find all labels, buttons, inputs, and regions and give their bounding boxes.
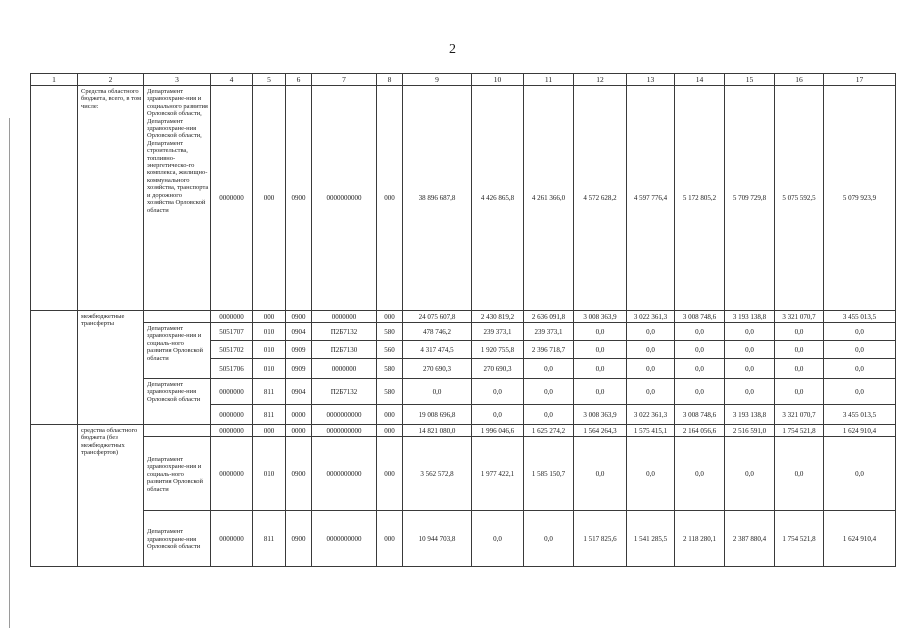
amount-cell: 0,0	[824, 341, 896, 359]
code-cell: 0900	[286, 511, 312, 567]
code-cell: 0000000	[312, 359, 377, 379]
amount-cell: 0,0	[627, 323, 675, 341]
code-cell: 000	[377, 311, 403, 323]
department-cell	[144, 311, 211, 323]
amount-cell: 0,0	[627, 359, 675, 379]
department-cell: Департамент здравоохране-ния Орловской области	[144, 511, 211, 567]
code-cell: 811	[253, 405, 286, 425]
amount-cell: 1 754 521,8	[775, 425, 824, 437]
code-cell: 0000000	[211, 425, 253, 437]
amount-cell: 1 541 285,5	[627, 511, 675, 567]
amount-cell: 0,0	[627, 437, 675, 511]
amount-cell: 2 396 718,7	[524, 341, 574, 359]
row-number-cell	[31, 311, 78, 425]
code-cell: 0000000	[312, 311, 377, 323]
amount-cell: 2 516 591,0	[725, 425, 775, 437]
code-cell: 0000000000	[312, 405, 377, 425]
amount-cell: 1 996 046,6	[472, 425, 524, 437]
amount-cell: 2 387 880,4	[725, 511, 775, 567]
amount-cell: 3 562 572,8	[403, 437, 472, 511]
code-cell: 000	[377, 511, 403, 567]
amount-cell: 5 075 592,5	[775, 86, 824, 311]
table-row	[31, 379, 896, 405]
row-number-cell	[31, 86, 78, 311]
amount-cell: 14 821 080,0	[403, 425, 472, 437]
amount-cell: 0,0	[472, 405, 524, 425]
amount-cell: 0,0	[775, 341, 824, 359]
code-cell: 000	[377, 425, 403, 437]
amount-cell: 4 261 366,0	[524, 86, 574, 311]
header-cell: 13	[627, 74, 675, 86]
amount-cell: 270 690,3	[472, 359, 524, 379]
amount-cell: 0,0	[675, 341, 725, 359]
header-cell: 9	[403, 74, 472, 86]
amount-cell: 239 373,1	[524, 323, 574, 341]
amount-cell: 1 517 825,6	[574, 511, 627, 567]
amount-cell: 5 709 729,8	[725, 86, 775, 311]
amount-cell: 0,0	[725, 379, 775, 405]
code-cell: 0000000000	[312, 86, 377, 311]
code-cell: 580	[377, 379, 403, 405]
source-label: Средства областного бюджета, всего, в том числе:	[78, 86, 144, 311]
source-label: средства областного бюджета (без межбюджетных трансфертов)	[78, 425, 144, 567]
amount-cell: 4 572 628,2	[574, 86, 627, 311]
header-cell: 16	[775, 74, 824, 86]
code-cell: 000	[253, 86, 286, 311]
code-cell: 000	[377, 86, 403, 311]
amount-cell: 2 636 091,8	[524, 311, 574, 323]
amount-cell: 0,0	[675, 323, 725, 341]
code-cell: 0000000000	[312, 425, 377, 437]
header-cell: 6	[286, 74, 312, 86]
table-row	[31, 311, 896, 323]
header-cell: 17	[824, 74, 896, 86]
amount-cell: 0,0	[675, 379, 725, 405]
table-row	[31, 323, 896, 341]
table-row	[31, 437, 896, 511]
code-cell: 0000000	[211, 86, 253, 311]
amount-cell: 4 426 865,8	[472, 86, 524, 311]
header-cell: 14	[675, 74, 725, 86]
header-cell: 2	[78, 74, 144, 86]
code-cell: 5051706	[211, 359, 253, 379]
header-cell: 1	[31, 74, 78, 86]
code-cell: 000	[377, 437, 403, 511]
amount-cell: 0,0	[472, 511, 524, 567]
amount-cell: 1 585 150,7	[524, 437, 574, 511]
header-cell: 15	[725, 74, 775, 86]
amount-cell: 0,0	[627, 341, 675, 359]
code-cell: 811	[253, 379, 286, 405]
amount-cell: 2 118 280,1	[675, 511, 725, 567]
department-cell: Департамент здравоохране-ния и социального развития Орловской области, Департамент здравоохране-ния Орловской области, Департамент строительства, топливно-энергетическо-го комплекса, жилищно-коммунального хозяйства, транспорта и дорожного хозяйства Орловской области	[144, 86, 211, 311]
amount-cell: 0,0	[725, 359, 775, 379]
amount-cell: 3 008 363,9	[574, 405, 627, 425]
code-cell: 000	[377, 405, 403, 425]
amount-cell: 0,0	[775, 437, 824, 511]
code-cell: 0000	[286, 425, 312, 437]
amount-cell: 3 022 361,3	[627, 405, 675, 425]
amount-cell: 0,0	[824, 379, 896, 405]
amount-cell: 0,0	[574, 379, 627, 405]
code-cell: 0900	[286, 86, 312, 311]
code-cell: 811	[253, 511, 286, 567]
amount-cell: 0,0	[574, 341, 627, 359]
table-row	[31, 86, 896, 311]
amount-cell: 1 624 910,4	[824, 511, 896, 567]
code-cell: П2Б7130	[312, 341, 377, 359]
margin-rule	[9, 118, 10, 628]
amount-cell: 2 164 056,6	[675, 425, 725, 437]
header-cell: 7	[312, 74, 377, 86]
amount-cell: 0,0	[725, 341, 775, 359]
amount-cell: 19 008 696,8	[403, 405, 472, 425]
amount-cell: 24 075 607,8	[403, 311, 472, 323]
amount-cell: 4 597 776,4	[627, 86, 675, 311]
code-cell: П2Б7132	[312, 379, 377, 405]
code-cell: 0909	[286, 341, 312, 359]
amount-cell: 0,0	[725, 437, 775, 511]
amount-cell: 0,0	[675, 359, 725, 379]
code-cell: 0000	[286, 405, 312, 425]
code-cell: 580	[377, 359, 403, 379]
amount-cell: 0,0	[574, 437, 627, 511]
amount-cell: 478 746,2	[403, 323, 472, 341]
amount-cell: 3 455 013,5	[824, 405, 896, 425]
budget-table	[30, 73, 896, 567]
header-cell: 4	[211, 74, 253, 86]
amount-cell: 1 575 415,1	[627, 425, 675, 437]
amount-cell: 3 193 138,8	[725, 405, 775, 425]
code-cell: 000	[253, 311, 286, 323]
amount-cell: 0,0	[524, 511, 574, 567]
code-cell: 010	[253, 359, 286, 379]
code-cell: 010	[253, 341, 286, 359]
table-row	[31, 425, 896, 437]
amount-cell: 1 624 910,4	[824, 425, 896, 437]
department-cell	[144, 425, 211, 437]
code-cell: 0900	[286, 311, 312, 323]
amount-cell: 3 008 748,6	[675, 405, 725, 425]
amount-cell: 5 172 805,2	[675, 86, 725, 311]
row-number-cell	[31, 425, 78, 567]
amount-cell: 0,0	[725, 323, 775, 341]
table-row	[31, 511, 896, 567]
header-cell: 12	[574, 74, 627, 86]
amount-cell: 3 321 070,7	[775, 405, 824, 425]
code-cell: 0000000	[211, 379, 253, 405]
code-cell: 0000000	[211, 437, 253, 511]
header-cell: 10	[472, 74, 524, 86]
department-cell: Департамент здравоохране-ния и социаль-ного развития Орловской области	[144, 437, 211, 511]
code-cell: 560	[377, 341, 403, 359]
amount-cell: 3 022 361,3	[627, 311, 675, 323]
amount-cell: 3 008 363,9	[574, 311, 627, 323]
amount-cell: 3 321 070,7	[775, 311, 824, 323]
amount-cell: 0,0	[524, 379, 574, 405]
code-cell: 0000000	[211, 311, 253, 323]
amount-cell: 0,0	[574, 359, 627, 379]
amount-cell: 1 625 274,2	[524, 425, 574, 437]
amount-cell: 0,0	[574, 323, 627, 341]
code-cell: 5051707	[211, 323, 253, 341]
amount-cell: 0,0	[524, 359, 574, 379]
source-label: межбюджетные трансферты	[78, 311, 144, 425]
amount-cell: 0,0	[472, 379, 524, 405]
amount-cell: 0,0	[775, 323, 824, 341]
code-cell: 000	[253, 425, 286, 437]
amount-cell: 2 430 819,2	[472, 311, 524, 323]
code-cell: 0904	[286, 323, 312, 341]
code-cell: 0900	[286, 437, 312, 511]
header-cell: 5	[253, 74, 286, 86]
amount-cell: 10 944 703,8	[403, 511, 472, 567]
code-cell: 010	[253, 437, 286, 511]
amount-cell: 0,0	[775, 379, 824, 405]
amount-cell: 270 690,3	[403, 359, 472, 379]
amount-cell: 38 896 687,8	[403, 86, 472, 311]
amount-cell: 4 317 474,5	[403, 341, 472, 359]
code-cell: 0000000000	[312, 511, 377, 567]
amount-cell: 1 977 422,1	[472, 437, 524, 511]
code-cell: 580	[377, 323, 403, 341]
amount-cell: 0,0	[403, 379, 472, 405]
code-cell: 5051702	[211, 341, 253, 359]
department-cell: Департамент здравоохране-ния и социаль-ного развития Орловской области	[144, 323, 211, 379]
amount-cell: 3 193 138,8	[725, 311, 775, 323]
amount-cell: 0,0	[824, 359, 896, 379]
amount-cell: 1 564 264,3	[574, 425, 627, 437]
amount-cell: 0,0	[824, 437, 896, 511]
amount-cell: 0,0	[524, 405, 574, 425]
header-cell: 8	[377, 74, 403, 86]
amount-cell: 3 455 013,5	[824, 311, 896, 323]
code-cell: 0909	[286, 359, 312, 379]
page-number: 2	[449, 42, 456, 57]
amount-cell: 0,0	[775, 359, 824, 379]
code-cell: П2Б7132	[312, 323, 377, 341]
amount-cell: 1 920 755,8	[472, 341, 524, 359]
header-row	[31, 74, 896, 86]
code-cell: 010	[253, 323, 286, 341]
amount-cell: 5 079 923,9	[824, 86, 896, 311]
header-cell: 3	[144, 74, 211, 86]
department-cell: Департамент здравоохране-ния Орловской области	[144, 379, 211, 425]
code-cell: 0000000	[211, 405, 253, 425]
code-cell: 0000000000	[312, 437, 377, 511]
amount-cell: 239 373,1	[472, 323, 524, 341]
amount-cell: 3 008 748,6	[675, 311, 725, 323]
amount-cell: 0,0	[675, 437, 725, 511]
header-cell: 11	[524, 74, 574, 86]
amount-cell: 1 754 521,8	[775, 511, 824, 567]
amount-cell: 0,0	[627, 379, 675, 405]
code-cell: 0000000	[211, 511, 253, 567]
amount-cell: 0,0	[824, 323, 896, 341]
code-cell: 0904	[286, 379, 312, 405]
